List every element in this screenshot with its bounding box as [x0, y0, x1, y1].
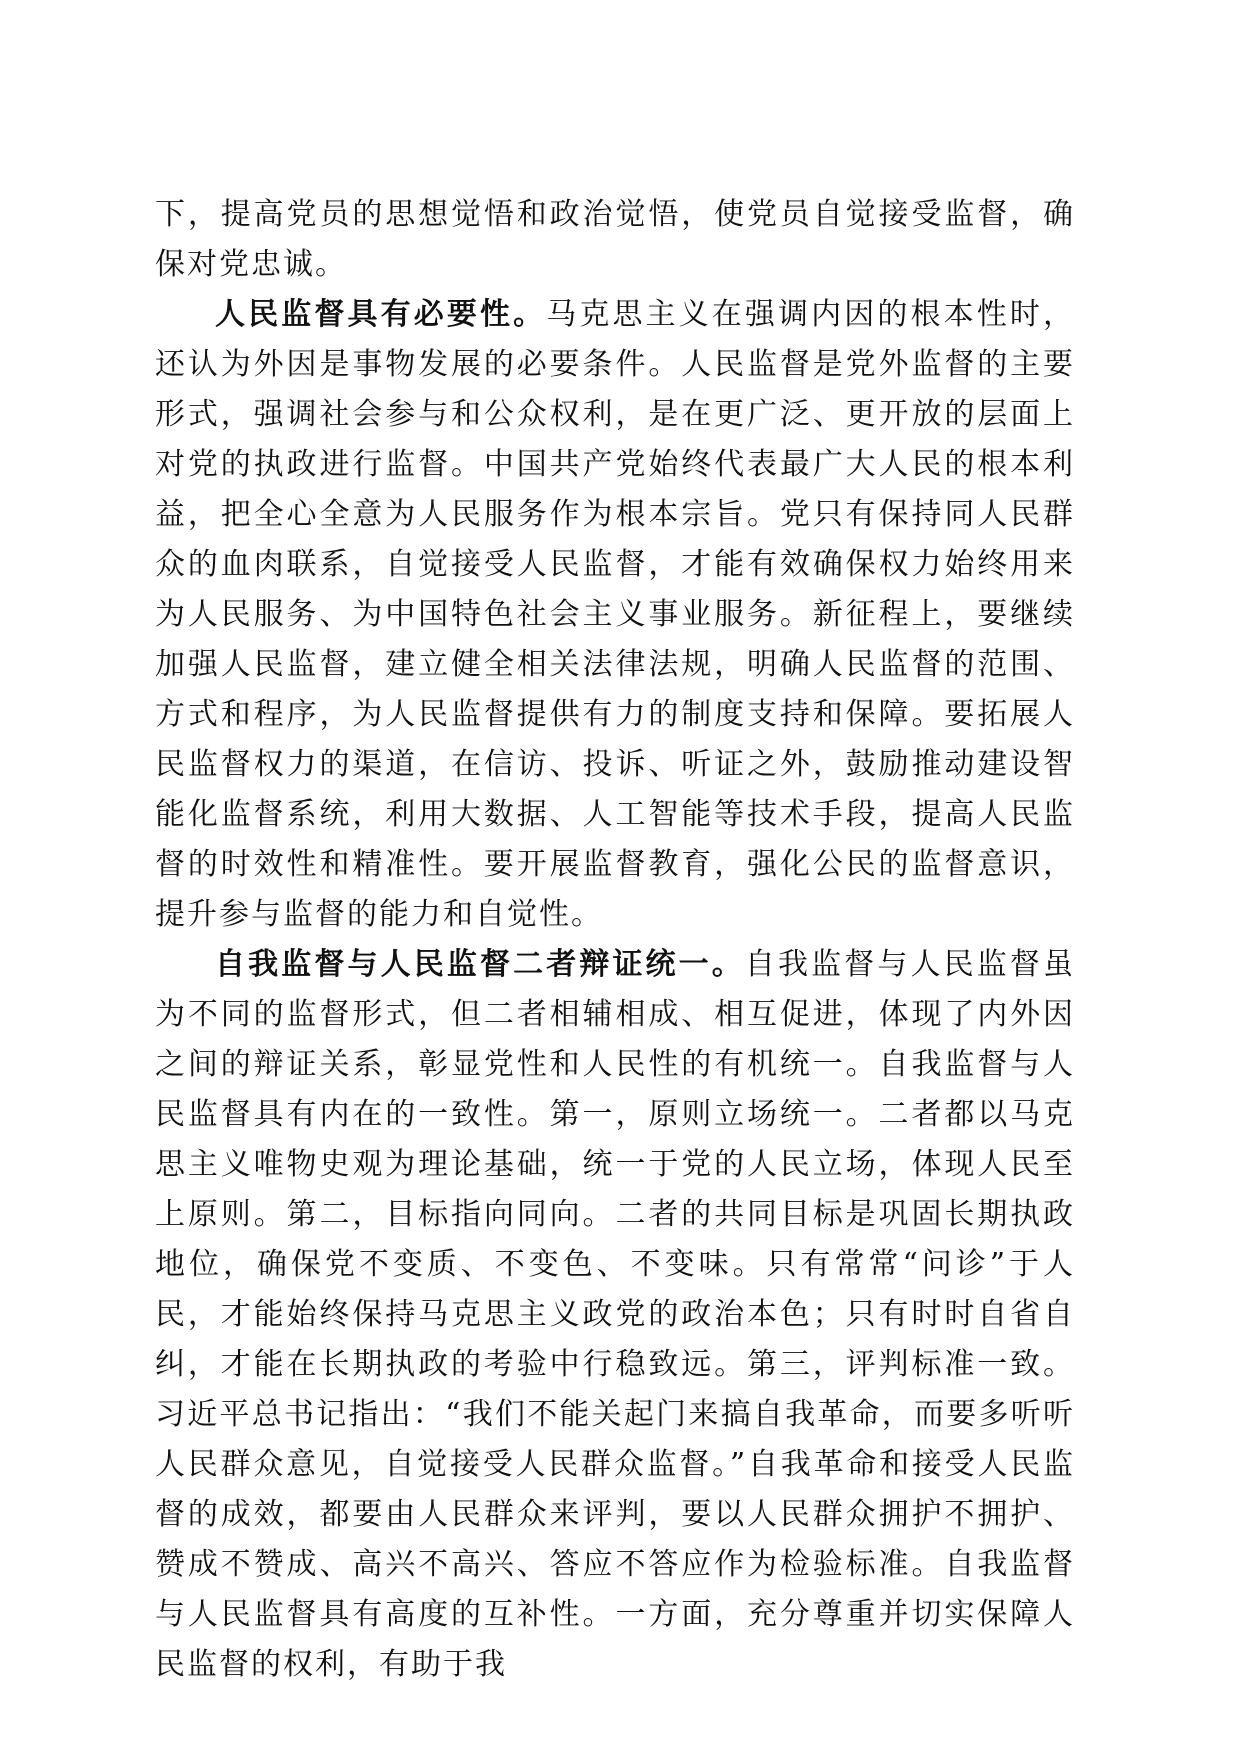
- paragraph-people-supervision-heading: 人民监督具有必要性。: [215, 297, 547, 332]
- document-body: [155, 190, 1075, 1690]
- paragraph-dialectical-unity: [155, 940, 1075, 1690]
- paragraph-continuation: [155, 190, 1075, 290]
- paragraph-dialectical-unity-heading: 自我监督与人民监督二者辩证统一。: [215, 947, 745, 982]
- paragraph-people-supervision: [155, 290, 1075, 940]
- paragraph-dialectical-unity-text: 自我监督与人民监督虽为不同的监督形式，但二者相辅相成、相互促进，体现了内外因之间的辩证关系，彰显党性和人民性的有机统一。自我监督与人民监督具有内在的一致性。第一，原则立场统一。二者都以马克思主义唯物史观为理论基础，统一于党的人民立场，体现人民至上原则。第二，目标指向同向。二者的共同目标是巩固长期执政地位，确保党不变质、不变色、不变味。只有常常“问诊”于人民，才能始终保持马克思主义政党的政治本色；只有时时自省自纠，才能在长期执政的考验中行稳致远。第三，评判标准一致。习近平总书记指出：“我们不能关起门来搞自我革命，而要多听听人民群众意见，自觉接受人民群众监督。”自我革命和接受人民监督的成效，都要由人民群众来评判，要以人民群众拥护不拥护、赞成不赞成、高兴不高兴、答应不答应作为检验标准。自我监督与人民监督具有高度的互补性。一方面，充分尊重并切实保障人民监督的权利，有助于我: [155, 947, 1076, 1682]
- paragraph-continuation-text: 下，提高党员的思想觉悟和政治觉悟，使党员自觉接受监督，确保对党忠诚。: [155, 197, 1075, 282]
- paragraph-people-supervision-text: 马克思主义在强调内因的根本性时，还认为外因是事物发展的必要条件。人民监督是党外监督的主要形式，强调社会参与和公众权利，是在更广泛、更开放的层面上对党的执政进行监督。中国共产党始终代表最广大人民的根本利益，把全心全意为人民服务作为根本宗旨。党只有保持同人民群众的血肉联系，自觉接受人民监督，才能有效确保权力始终用来为人民服务、为中国特色社会主义事业服务。新征程上，要继续加强人民监督，建立健全相关法律法规，明确人民监督的范围、方式和程序，为人民监督提供有力的制度支持和保障。要拓展人民监督权力的渠道，在信访、投诉、听证之外，鼓励推动建设智能化监督系统，利用大数据、人工智能等技术手段，提高人民监督的时效性和精准性。要开展监督教育，强化公民的监督意识，提升参与监督的能力和自觉性。: [155, 297, 1076, 932]
